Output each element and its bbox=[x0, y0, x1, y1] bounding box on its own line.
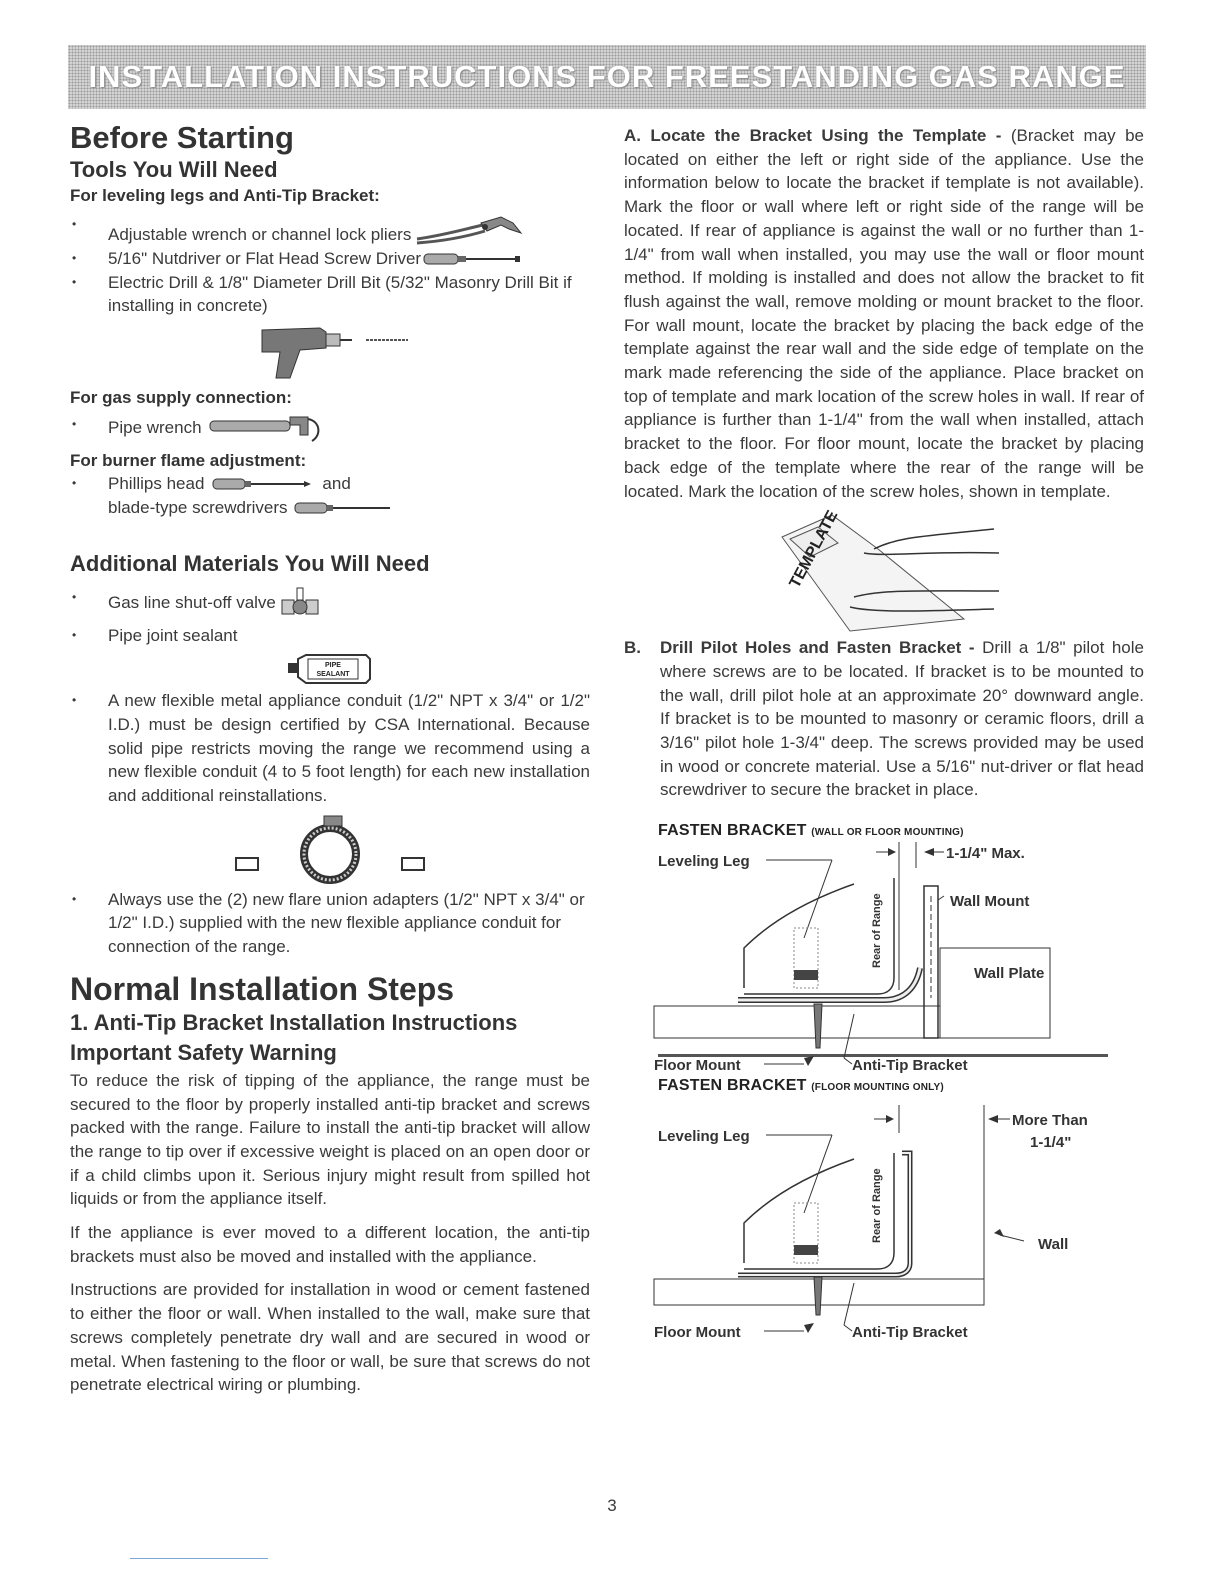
pliers-icon bbox=[415, 213, 525, 247]
list-item: • Pipe joint sealant bbox=[70, 624, 590, 648]
max-label: 1-1/4" Max. bbox=[946, 845, 1025, 863]
step-b-text: Drill a 1/8" pilot hole where screws are to be located. If bracket is to be mounted to the wall, drill pilot hole at an approximate 20° downward angle. If bracket is to be mounted to masonry or ceramic floors, drill a 3/16" pilot hole 1-3/4" deep. The screws provided may be used in wood or concrete material. Use a 5/16" nut-driver or flat head screwdriver to secure the bracket in place. bbox=[660, 638, 1144, 800]
footer-rule bbox=[130, 1558, 268, 1559]
pipe-sealant-icon bbox=[286, 651, 376, 685]
normal-installation-title: Normal Installation Steps bbox=[70, 970, 455, 1007]
gas-heading: For gas supply connection: bbox=[70, 388, 292, 408]
wall-label: Wall bbox=[1038, 1236, 1069, 1254]
floor-mount-label: Floor Mount bbox=[654, 1324, 741, 1342]
gas-list bbox=[70, 413, 590, 443]
list-item: • Adjustable wrench or channel lock pliers bbox=[70, 213, 590, 247]
template-placement-illustration bbox=[754, 509, 1014, 634]
left-column bbox=[70, 118, 590, 1397]
list-item: • Electric Drill & 1/8" Diameter Drill Bit (5/32" Masonry Drill Bit if installing in concrete) bbox=[70, 271, 590, 318]
nutdriver-icon bbox=[423, 251, 523, 267]
list-item: • Always use the (2) new flare union adapters (1/2" NPT x 3/4" or 1/2" I.D.) supplied with the new flexible appliance conduit for connection of the range. bbox=[70, 888, 590, 959]
materials-title: Additional Materials You Will Need bbox=[70, 550, 430, 576]
flexible-conduit-icon bbox=[230, 814, 430, 886]
leveling-list bbox=[70, 213, 590, 318]
pipe-wrench-icon bbox=[208, 413, 328, 443]
before-starting-title: Before Starting bbox=[70, 120, 294, 155]
svg-text:PIPE: PIPE bbox=[325, 662, 341, 670]
burner-heading: For burner flame adjustment: bbox=[70, 451, 307, 471]
list-item: • A new flexible metal appliance conduit (1/2" NPT x 3/4" or 1/2" I.D.) must be design certified by CSA International. Because solid pipe restricts moving the range we recommend using a new flexible conduit (4 to 5 foot length) for each new installation and additional reinstallations. bbox=[70, 689, 590, 808]
banner-title: INSTALLATION INSTRUCTIONS FOR FREESTANDING GAS RANGE bbox=[88, 59, 1126, 94]
leveling-leg-label: Leveling Leg bbox=[658, 853, 750, 871]
floor-mount-label: Floor Mount bbox=[654, 1057, 741, 1075]
page-banner bbox=[68, 45, 1146, 109]
fig2-caption: FASTEN BRACKET (FLOOR MOUNTING ONLY) bbox=[658, 1077, 944, 1095]
list-item: • Pipe wrench bbox=[70, 413, 590, 443]
step1-title: 1. Anti-Tip Bracket Installation Instructions bbox=[70, 1009, 518, 1035]
rear-of-range-label: Rear of Range bbox=[871, 893, 883, 969]
step-a-text: (Bracket may be located on either the left or right side of the appliance. Use the information below to locate the bracket if template is not available). Mark the floor or wall where left or right side of the range will be located. If rear of appliance is against the wall or no further than 1-1/4" from wall when installed, you may use the wall or floor mount method. If molding is installed and does not allow the bracket to fit flush against the wall, remove molding or mount bracket to the floor. For wall mount, locate the bracket by placing the back edge of the template against the rear wall and the side edge of template on the mark made referencing the side of the appliance. Place bracket on top of template and mark location of the screw holes in wall. If rear of appliance is further than 1-1/4" from the wall when installed, attach bracket to the floor. For floor mount, locate the bracket by placing back edge of the template where the rear of the range will be located. Mark the location of the screw holes, shown in template. bbox=[624, 126, 1144, 501]
warning-title: Important Safety Warning bbox=[70, 1039, 337, 1065]
step-a-lead: A. Locate the Bracket Using the Template - bbox=[624, 126, 1002, 145]
list-item: • 5/16" Nutdriver or Flat Head Screw Driver bbox=[70, 247, 590, 271]
adapters-list bbox=[70, 888, 590, 959]
svg-text:SEALANT: SEALANT bbox=[316, 671, 350, 679]
leveling-heading: For leveling legs and Anti-Tip Bracket: bbox=[70, 186, 380, 205]
rear-of-range-label: Rear of Range bbox=[871, 1168, 883, 1244]
shutoff-valve-icon bbox=[280, 586, 320, 620]
phillips-screwdriver-icon bbox=[212, 476, 312, 492]
page-number: 3 bbox=[607, 1496, 617, 1515]
step-b bbox=[624, 636, 1144, 802]
wall-plate-label: Wall Plate bbox=[974, 965, 1045, 983]
blade-screwdriver-icon bbox=[294, 500, 394, 516]
materials-list bbox=[70, 586, 590, 648]
step-b-lead: Drill Pilot Holes and Fasten Bracket - bbox=[660, 638, 975, 658]
wall-mount-label: Wall Mount bbox=[950, 893, 1030, 911]
fasten-bracket-wall-floor-diagram bbox=[654, 838, 1114, 1075]
anti-tip-label: Anti-Tip Bracket bbox=[852, 1057, 968, 1075]
list-item: • Gas line shut-off valve bbox=[70, 586, 590, 620]
conduit-list bbox=[70, 689, 590, 808]
tools-title: Tools You Will Need bbox=[70, 157, 278, 182]
electric-drill-icon bbox=[260, 322, 420, 382]
warning-paragraph: To reduce the risk of tipping of the appliance, the range must be secured to the floor by properly installed anti-tip bracket and screws packed with the range. Failure to install the anti-tip bracket will allow the range to tip over if excessive weight is placed on an open door or if a child climbs upon it. Serious injury might result from spilled hot liquids or from the appliance itself. bbox=[70, 1070, 590, 1209]
step-b-letter: B. bbox=[624, 638, 641, 658]
list-item: • Phillips head and blade-type screwdrivers bbox=[70, 472, 590, 519]
template-word: TEMPLATE bbox=[786, 508, 842, 592]
moving-paragraph: If the appliance is ever moved to a different location, the anti-tip brackets must also be moved and installed with the appliance. bbox=[70, 1223, 590, 1266]
more-than-value: 1-1/4" bbox=[1030, 1134, 1072, 1152]
fig1-caption: FASTEN BRACKET (WALL OR FLOOR MOUNTING) bbox=[658, 822, 964, 840]
more-than-label: More Than bbox=[1012, 1112, 1088, 1130]
fasten-bracket-floor-only-diagram bbox=[654, 1093, 1124, 1342]
anti-tip-label: Anti-Tip Bracket bbox=[852, 1324, 968, 1342]
leveling-leg-label: Leveling Leg bbox=[658, 1128, 750, 1146]
step-a-paragraph bbox=[624, 124, 1144, 503]
right-column bbox=[624, 124, 1144, 1342]
step-b-paragraph bbox=[660, 636, 1144, 802]
burner-list bbox=[70, 472, 590, 519]
fastening-paragraph: Instructions are provided for installation in wood or cement fastened to either the floor or wall. When installed to the wall, make sure that screws completely penetrate dry wall and are secured in wood or metal. When fastening to the floor or wall, be sure that screws do not penetrate electrical wiring or plumbing. bbox=[70, 1280, 590, 1395]
